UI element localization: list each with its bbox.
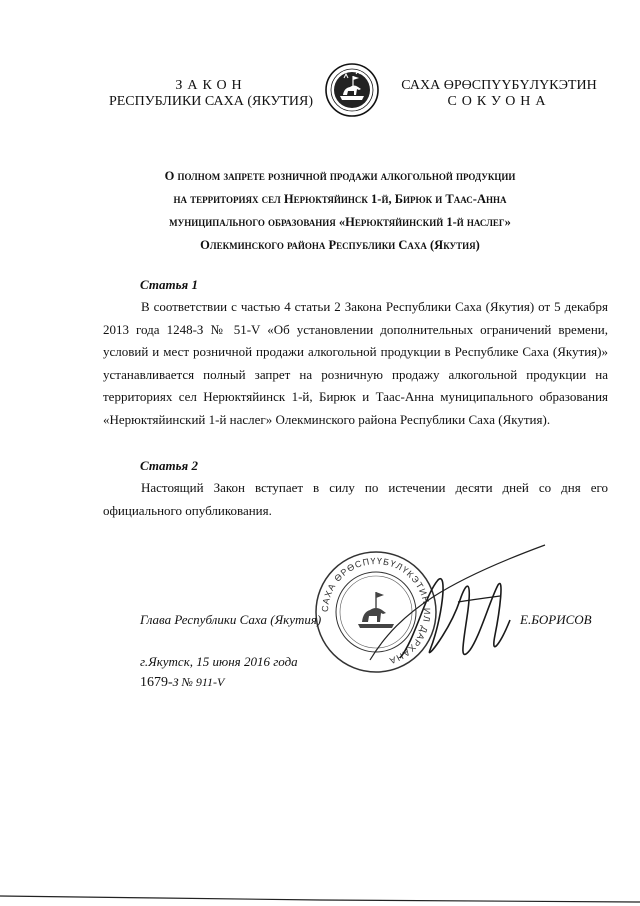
- seal-text: САХА ӨРӨСПҮҮБҮЛҮКЭТИН ИЛ ДАРХАНА: [319, 555, 433, 667]
- header-left: [96, 78, 326, 110]
- header-right-line1: САХА ӨРӨСПҮҮБҮЛҮКЭТИН: [401, 78, 597, 93]
- article1-text: В соответствии с частью 4 статьи 2 Закона Республики Саха (Якутия) от 5 декабря 2013 года 1248-З № 51-V «Об установлении дополнительных ограничений времени, условий и мест розничной продажи алкогольной продукции в Республике Саха (Якутия)» устанавливается полный запрет на розничную продажу алкогольной продукции на территориях сел Нерюктяйинск 1-й, Бирюк и Таас-Анна муниципального образования «Нерюктяйинский 1-й наслег» Олекминского района Республики Саха (Якутия).: [103, 299, 608, 427]
- header-right-line2: СОКУОНА: [447, 94, 551, 109]
- law-number-suffix: З № 911-V: [172, 675, 225, 689]
- article1-heading: Статья 1: [140, 277, 198, 292]
- title-line: Олекминского района Республики Саха (Якутия): [200, 238, 480, 252]
- title-line: муниципального образования «Нерюктяйинский 1-й наслег»: [169, 215, 511, 229]
- title-line: на территориях сел Нерюктяйинск 1-й, Бирюк и Таас-Анна: [173, 192, 507, 206]
- article1-body: [103, 296, 608, 431]
- signatory-role: Глава Республики Саха (Якутия): [140, 612, 322, 627]
- header-left-line1: ЗАКОН: [175, 78, 247, 93]
- law-number: [140, 675, 224, 691]
- header-right: [384, 78, 614, 110]
- article2-body: [103, 477, 608, 522]
- signatory-name: Е.БОРИСОВ: [520, 612, 592, 627]
- header-left-line2: РЕСПУБЛИКИ САХА (ЯКУТИЯ): [108, 94, 314, 109]
- law-title: [100, 165, 580, 257]
- scan-edge-line: [0, 886, 640, 906]
- article2-text: Настоящий Закон вступает в силу по истечении десяти дней со дня его официального опубликования.: [103, 480, 608, 518]
- title-line: О полном запрете розничной продажи алкогольной продукции: [164, 169, 516, 183]
- law-number-prefix: 1679-: [140, 675, 173, 690]
- article2-heading: Статья 2: [140, 458, 198, 473]
- place-date: г.Якутск, 15 июня 2016 года: [140, 654, 298, 669]
- republic-emblem-icon: [324, 62, 380, 118]
